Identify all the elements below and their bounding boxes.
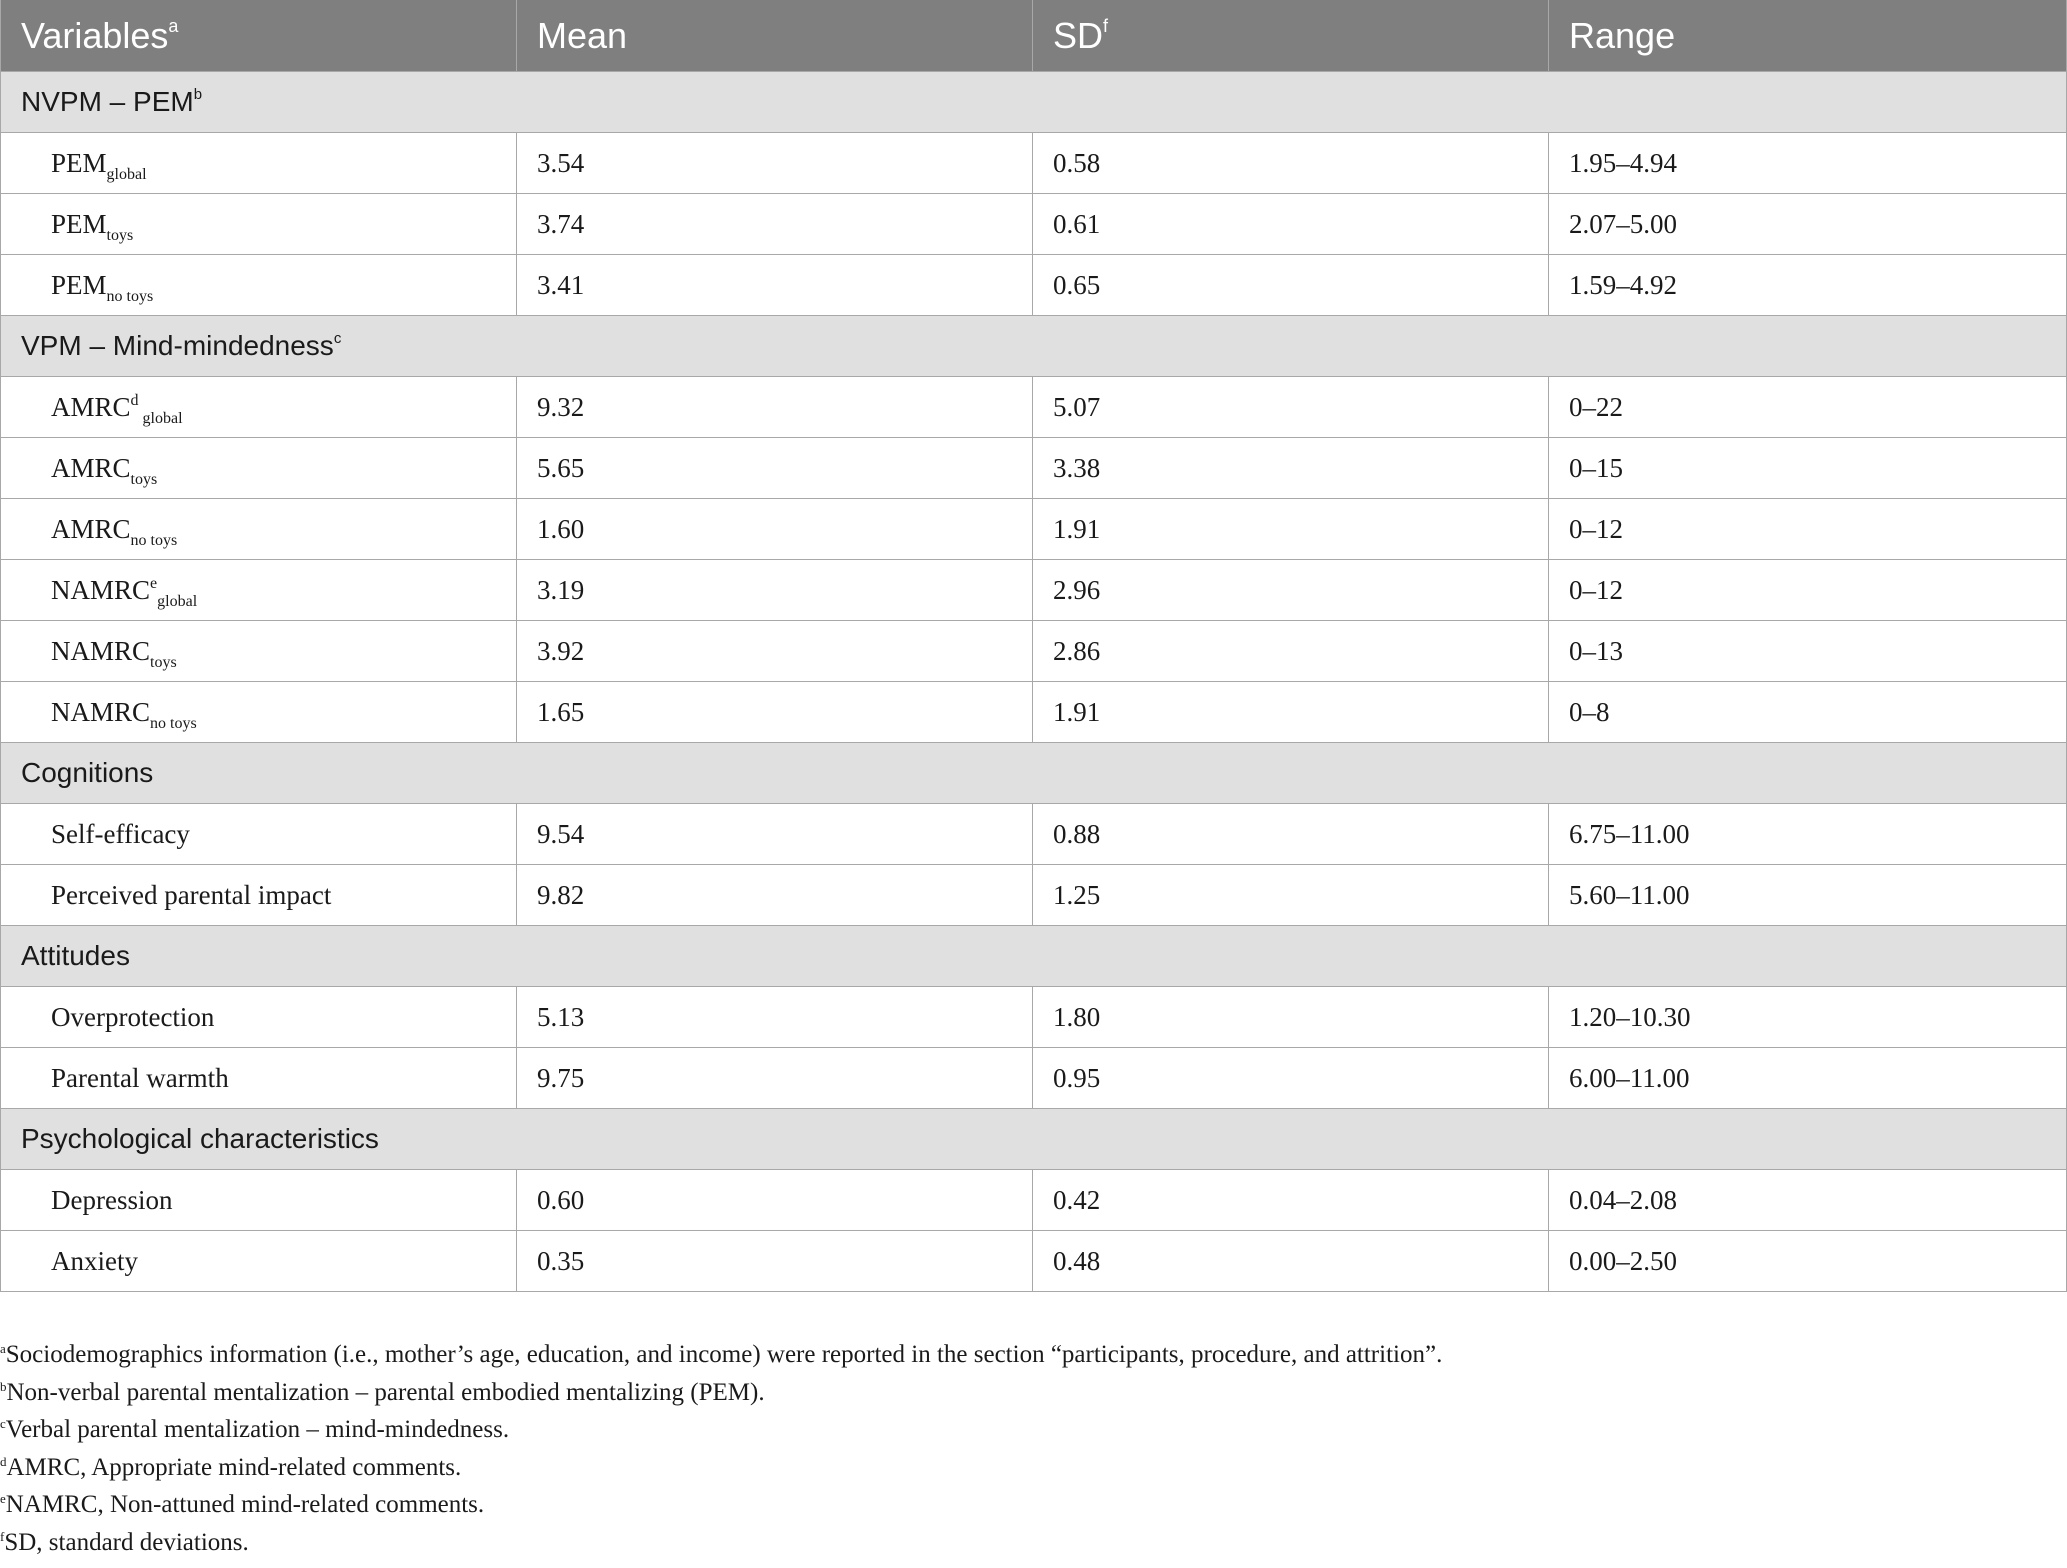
range-cell: 1.20–10.30 <box>1549 987 2067 1048</box>
sd-cell: 5.07 <box>1033 377 1549 438</box>
variable-cell <box>1 438 517 499</box>
footnote <box>0 1374 1442 1412</box>
column-header-sd <box>1033 0 1549 72</box>
variable-cell <box>1 377 517 438</box>
sd-cell: 1.91 <box>1033 499 1549 560</box>
section-title-label: NVPM – PEM <box>21 86 194 117</box>
variable-name: Depression <box>51 1184 173 1215</box>
table-footnotes <box>0 1336 1442 1561</box>
section-row <box>1 1109 2067 1170</box>
variable-cell <box>1 255 517 316</box>
range-cell: 0–13 <box>1549 621 2067 682</box>
variable-cell <box>1 499 517 560</box>
footnote-mark: d <box>0 1453 7 1469</box>
table-row <box>1 865 2067 926</box>
variable-cell <box>1 194 517 255</box>
footnote-marker: d <box>130 391 139 409</box>
mean-cell: 3.41 <box>517 255 1033 316</box>
variable-cell <box>1 621 517 682</box>
footnote <box>0 1486 1442 1524</box>
footnote-text: Verbal parental mentalization – mind-mindedness. <box>5 1416 510 1443</box>
footnote-text: NAMRC, Non-attuned mind-related comments. <box>5 1491 485 1518</box>
range-cell: 1.95–4.94 <box>1549 133 2067 194</box>
variable-name: Parental warmth <box>51 1062 229 1093</box>
column-header-label: SD <box>1053 14 1104 56</box>
mean-cell: 1.65 <box>517 682 1033 743</box>
section-title-label: Cognitions <box>21 757 154 788</box>
table-row <box>1 438 2067 499</box>
variable-name: PEM <box>51 147 107 178</box>
variable-cell <box>1 865 517 926</box>
section-row <box>1 743 2067 804</box>
mean-cell: 9.82 <box>517 865 1033 926</box>
range-cell: 0–8 <box>1549 682 2067 743</box>
variable-name: AMRC <box>51 452 131 483</box>
variable-subscript: toys <box>150 653 177 671</box>
variable-subscript: toys <box>130 470 158 488</box>
variable-cell <box>1 1170 517 1231</box>
variable-name: Overprotection <box>51 1001 215 1032</box>
section-row <box>1 72 2067 133</box>
variable-cell <box>1 804 517 865</box>
footnote-text: SD, standard deviations. <box>4 1528 249 1556</box>
table-row <box>1 621 2067 682</box>
variable-subscript: no toys <box>130 531 178 549</box>
table-row <box>1 194 2067 255</box>
table-row <box>1 1231 2067 1292</box>
table-row <box>1 1170 2067 1231</box>
footnote-marker: e <box>150 574 158 592</box>
column-header-label: Mean <box>537 14 628 56</box>
range-cell: 0.00–2.50 <box>1549 1231 2067 1292</box>
variable-subscript: global <box>138 409 183 427</box>
footnote-text: Non-verbal parental mentalization – parental embodied mentalizing (PEM). <box>6 1378 765 1406</box>
footnote-marker: f <box>1103 15 1109 36</box>
variable-name: Anxiety <box>51 1245 138 1276</box>
footnote-mark: a <box>0 1341 6 1356</box>
sd-cell: 2.96 <box>1033 560 1549 621</box>
variable-subscript: global <box>106 165 147 183</box>
mean-cell: 3.19 <box>517 560 1033 621</box>
footnote <box>0 1524 1442 1562</box>
footnote-mark: b <box>0 1378 7 1394</box>
variable-name: Perceived parental impact <box>51 879 332 910</box>
section-title <box>1 743 2067 804</box>
variable-cell <box>1 1231 517 1292</box>
footnote-marker: a <box>168 15 179 36</box>
mean-cell: 9.32 <box>517 377 1033 438</box>
range-cell: 0.04–2.08 <box>1549 1170 2067 1231</box>
mean-cell: 0.35 <box>517 1231 1033 1292</box>
variable-name: Self-efficacy <box>51 818 190 849</box>
table-body <box>1 72 2067 1292</box>
table-header <box>1 0 2067 72</box>
footnote-text: Sociodemographics information (i.e., mother’s age, education, and income) were reported in the section “participants, procedure, and attrition”. <box>5 1341 1443 1368</box>
section-row <box>1 926 2067 987</box>
variable-cell <box>1 987 517 1048</box>
variable-subscript: no toys <box>106 287 154 305</box>
table-row <box>1 133 2067 194</box>
variable-name: NAMRC <box>51 635 151 666</box>
table-row <box>1 1048 2067 1109</box>
range-cell: 0–15 <box>1549 438 2067 499</box>
range-cell: 6.75–11.00 <box>1549 804 2067 865</box>
variable-subscript: global <box>157 592 198 610</box>
sd-cell: 0.95 <box>1033 1048 1549 1109</box>
variable-subscript: toys <box>106 226 134 244</box>
column-header-label: Variables <box>21 14 169 56</box>
variable-cell <box>1 133 517 194</box>
variable-cell <box>1 682 517 743</box>
mean-cell: 1.60 <box>517 499 1033 560</box>
mean-cell: 9.75 <box>517 1048 1033 1109</box>
table-row <box>1 987 2067 1048</box>
section-title <box>1 926 2067 987</box>
variable-subscript: no toys <box>150 714 197 732</box>
section-title <box>1 72 2067 133</box>
column-header-range <box>1549 0 2067 72</box>
column-header-label: Range <box>1569 14 1676 56</box>
section-title-label: Psychological characteristics <box>21 1123 379 1154</box>
sd-cell: 1.91 <box>1033 682 1549 743</box>
table-row <box>1 499 2067 560</box>
variable-name: AMRC <box>51 391 131 422</box>
variable-name: PEM <box>51 208 107 239</box>
mean-cell: 9.54 <box>517 804 1033 865</box>
range-cell: 0–22 <box>1549 377 2067 438</box>
mean-cell: 3.74 <box>517 194 1033 255</box>
column-header-variables <box>1 0 517 72</box>
range-cell: 6.00–11.00 <box>1549 1048 2067 1109</box>
section-title-label: VPM – Mind-mindedness <box>21 330 334 361</box>
table-row <box>1 804 2067 865</box>
footnote-mark: f <box>0 1528 5 1544</box>
variable-name: NAMRC <box>51 696 151 727</box>
sd-cell: 0.42 <box>1033 1170 1549 1231</box>
table-row <box>1 682 2067 743</box>
range-cell: 2.07–5.00 <box>1549 194 2067 255</box>
sd-cell: 0.58 <box>1033 133 1549 194</box>
footnote-mark: c <box>0 1416 6 1431</box>
header-row <box>1 0 2067 72</box>
footnote-marker: c <box>333 330 342 347</box>
variable-cell <box>1 1048 517 1109</box>
sd-cell: 0.48 <box>1033 1231 1549 1292</box>
mean-cell: 0.60 <box>517 1170 1033 1231</box>
column-header-mean <box>517 0 1033 72</box>
range-cell: 5.60–11.00 <box>1549 865 2067 926</box>
footnote-marker: b <box>193 86 203 103</box>
mean-cell: 5.13 <box>517 987 1033 1048</box>
variable-name: PEM <box>51 269 107 300</box>
mean-cell: 3.92 <box>517 621 1033 682</box>
variable-name: AMRC <box>51 513 131 544</box>
range-cell: 0–12 <box>1549 560 2067 621</box>
section-title <box>1 1109 2067 1170</box>
sd-cell: 0.61 <box>1033 194 1549 255</box>
section-title-label: Attitudes <box>21 940 130 971</box>
footnote <box>0 1336 1442 1374</box>
sd-cell: 0.65 <box>1033 255 1549 316</box>
sd-cell: 2.86 <box>1033 621 1549 682</box>
table-row <box>1 377 2067 438</box>
footnote <box>0 1449 1442 1487</box>
mean-cell: 5.65 <box>517 438 1033 499</box>
variable-cell <box>1 560 517 621</box>
range-cell: 0–12 <box>1549 499 2067 560</box>
footnote-mark: e <box>0 1491 6 1506</box>
range-cell: 1.59–4.92 <box>1549 255 2067 316</box>
sd-cell: 1.25 <box>1033 865 1549 926</box>
footnote-text: AMRC, Appropriate mind-related comments. <box>6 1453 462 1481</box>
table-row <box>1 255 2067 316</box>
sd-cell: 1.80 <box>1033 987 1549 1048</box>
section-row <box>1 316 2067 377</box>
sd-cell: 3.38 <box>1033 438 1549 499</box>
mean-cell: 3.54 <box>517 133 1033 194</box>
footnote <box>0 1411 1442 1449</box>
variable-name: NAMRC <box>51 574 151 605</box>
section-title <box>1 316 2067 377</box>
table-row <box>1 560 2067 621</box>
sd-cell: 0.88 <box>1033 804 1549 865</box>
